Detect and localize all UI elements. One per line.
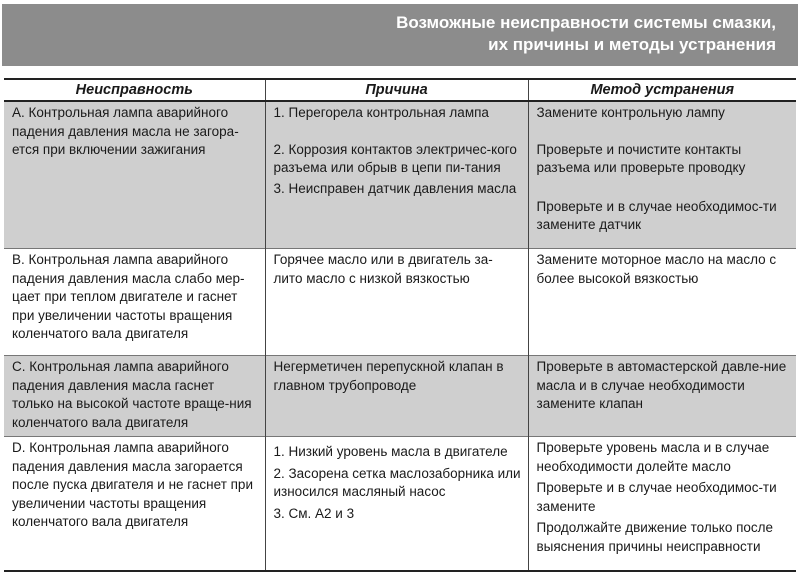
remedy-item: Проверьте и почистите контакты разъема или проверьте проводку — [536, 141, 746, 175]
remedy-item: Продолжайте движение только после выяснения причины неисправности — [536, 520, 774, 554]
fault-cell: D. Контрольная лампа аварийного падения давления масла загорается после пуска двигателя и не гаснет при увеличении частоты вращения коленчатого вала двигателя — [12, 440, 253, 529]
fault-cell: А. Контрольная лампа аварийного падения давления масла не загора-ется при включении зажигания — [4, 101, 265, 249]
remedy-item: Проверьте в автомастерской давле-ние масла и в случае необходимости замените клапан — [536, 359, 787, 411]
remedy-item: Проверьте и в случае необходимос-ти замените датчик — [536, 198, 777, 232]
remedy-item: Проверьте и в случае необходимос-ти замените — [536, 480, 777, 514]
banner-title-line-1: Возможные неисправности системы смазки, — [396, 13, 776, 32]
fault-cell: С. Контрольная лампа аварийного падения давления масла гаснет только на высокой частоте враще-ния коленчатого вала двигателя — [4, 356, 265, 437]
header-fault: Неисправность — [4, 79, 265, 101]
cause-item: 2. Засорена сетка маслозаборника или износился масляный насос — [273, 465, 521, 499]
cause-cell — [265, 437, 528, 572]
cause-cell — [265, 101, 528, 249]
cause-item: Негерметичен перепускной клапан в главном трубопроводе — [273, 359, 504, 393]
table-row — [4, 437, 796, 572]
remedy-cell — [528, 356, 796, 437]
remedy-cell — [528, 101, 796, 249]
cause-item: 3. См. А2 и 3 — [273, 505, 355, 521]
cause-item: 3. Неисправен датчик давления масла — [273, 180, 517, 196]
banner-title-line-2: их причины и методы устранения — [488, 35, 776, 54]
cause-item: 1. Перегорела контрольная лампа — [273, 105, 489, 120]
header-remedy: Метод устранения — [528, 79, 796, 101]
header-cause: Причина — [265, 79, 528, 101]
table-header-row — [4, 79, 796, 101]
remedy-cell — [528, 437, 796, 572]
fault-cell: В. Контрольная лампа аварийного падения давления масла слабо мер-цает при теплом двигателе и гаснет при увеличении частоты вращения коленчатого вала двигателя — [12, 252, 245, 341]
cause-item: 1. Низкий уровень масла в двигателе — [273, 444, 508, 459]
title-banner — [2, 4, 798, 66]
table-row — [4, 356, 796, 437]
remedy-item: Замените моторное масло на масло с более высокой вязкостью — [536, 252, 777, 286]
cause-item: Горячее масло или в двигатель за-лито масло с низкой вязкостью — [273, 252, 493, 286]
remedy-item: Проверьте уровень масла и в случае необходимости долейте масло — [536, 440, 770, 474]
table-row — [4, 101, 796, 249]
remedy-cell — [528, 249, 796, 356]
cause-cell — [265, 249, 528, 356]
cause-item: 2. Коррозия контактов электричес-кого разъема или обрыв в цепи пи-тания — [273, 141, 517, 175]
faults-table — [4, 78, 796, 572]
remedy-item: Замените контрольную лампу — [536, 105, 725, 120]
table-row — [4, 249, 796, 356]
cause-cell — [265, 356, 528, 437]
